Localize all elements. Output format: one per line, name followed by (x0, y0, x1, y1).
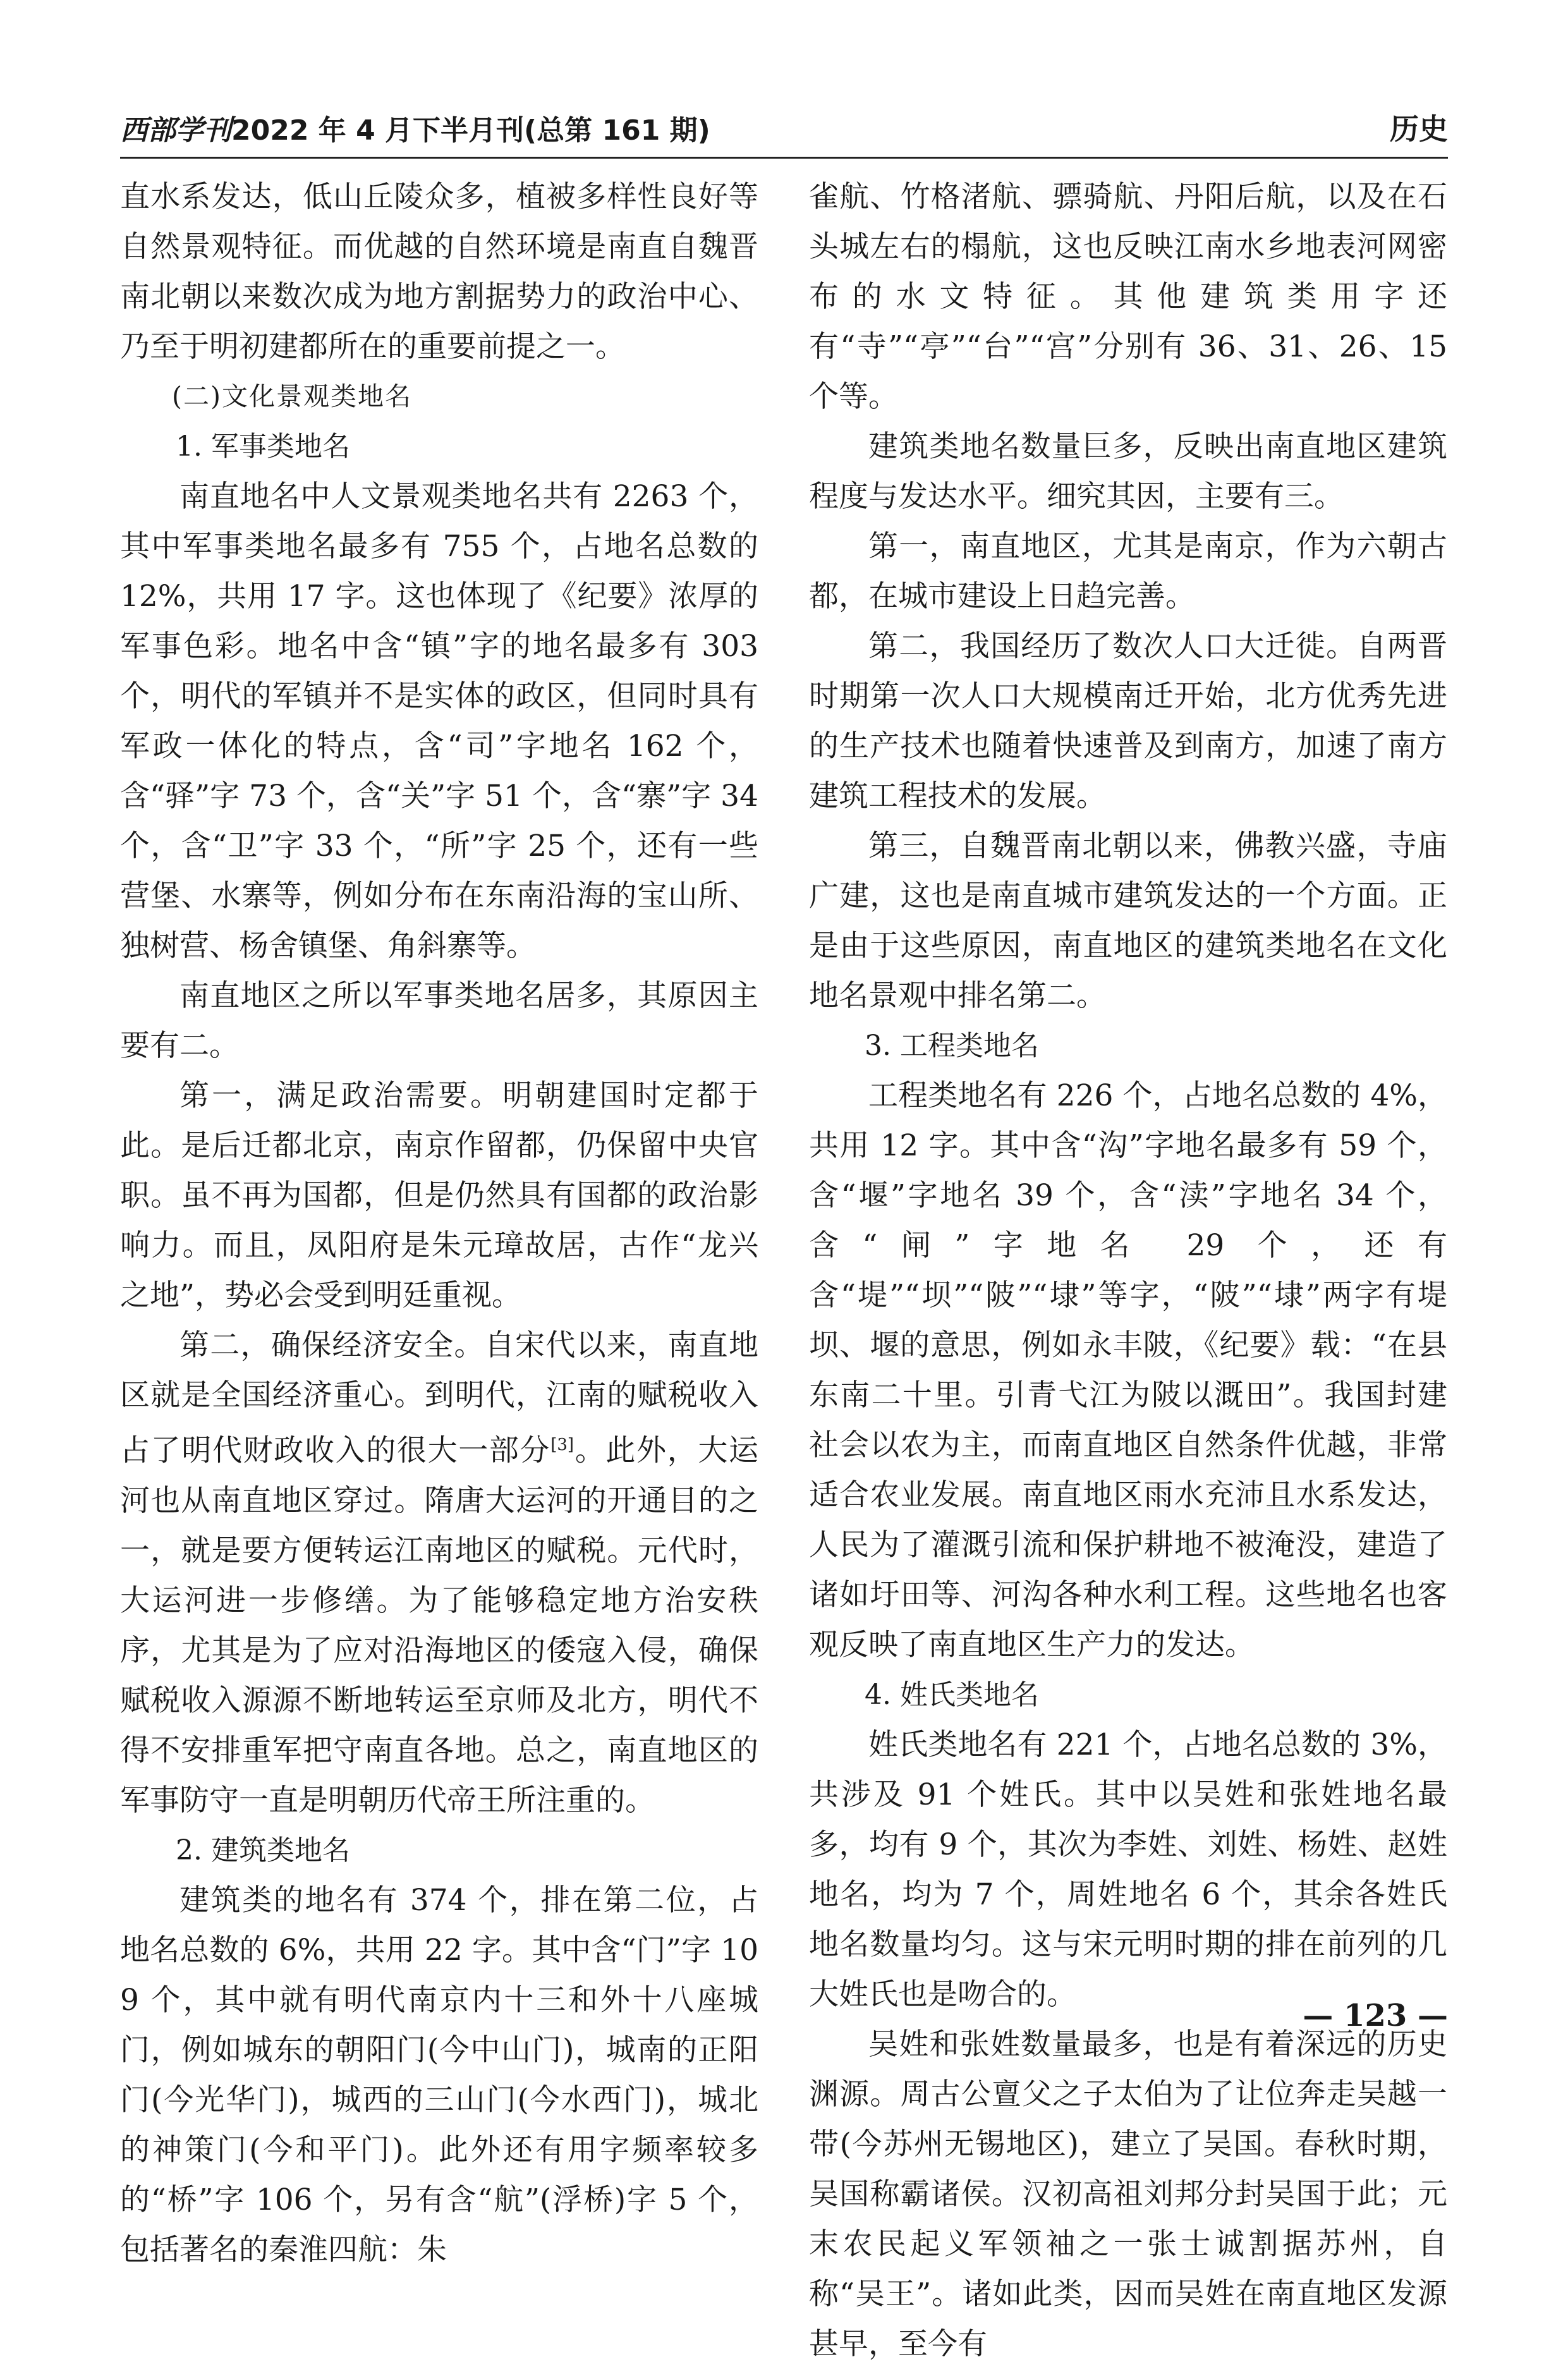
paragraph (120, 1071, 758, 1320)
paragraph-text: 第二，确保经济安全。自宋代以来，南直地区就是全国经济重心。到明代，江南的赋税收入占了明代财政收入的很大一部分 (120, 1328, 758, 1468)
page-number: — 123 — (1303, 1998, 1448, 2033)
paragraph (809, 1071, 1447, 1670)
section-title: 历史 (1390, 112, 1448, 146)
running-header (120, 109, 1448, 153)
paragraph-text: 南直地区之所以军事类地名居多，其原因主要有二。 (120, 978, 758, 1063)
section-heading-text: 4. 姓氏类地名 (865, 1679, 1039, 1711)
continued-paragraph-text: 雀航、竹格渚航、骠骑航、丹阳后航，以及在石头城左右的榻航，这也反映江南水乡地表河网密布的水文特征。其他建筑类用字还有“寺”“亭”“台”“宫”分别有 36、31、26、15 个等。 (809, 180, 1447, 414)
section-heading (120, 1825, 758, 1875)
paragraph-text: 工程类地名有 226 个，占地名总数的 4%，共用 12 字。其中含“沟”字地名最多有 59 个，含“堰”字地名 39 个，含“渎”字地名 34 个，含“闸”字地名 29 个，还有含“堤”“坝”“陂”“埭”等字，“陂”“埭”两字有堤坝、堰的意思，例如永丰陂，《纪要》载：“在县东南二十里。引青弋江为陂以溉田”。我国封建社会以农为主，而南直地区自然条件优越，非常适合农业发展。南直地区雨水充沛且水系发达，人民为了灌溉引流和保护耕地不被淹没，建造了诸如圩田等、河沟各种水利工程。这些地名也客观反映了南直地区生产力的发达。 (809, 1078, 1447, 1662)
paragraph (809, 2019, 1447, 2369)
paragraph-text-tail: 。此外，大运河也从南直地区穿过。隋唐大运河的开通目的之一，就是要方便转运江南地区的赋税。元代时，大运河进一步修缮。为了能够稳定地方治安秩序，尤其是为了应对沿海地区的倭寇入侵，确保赋税收入源源不断地转运至京师及北方，明代不得不安排重军把守南直各地。总之，南直地区的军事防守一直是明朝历代帝王所注重的。 (120, 1433, 759, 1818)
section-heading-text: 3. 工程类地名 (865, 1030, 1039, 1062)
paragraph-text: 第一，南直地区，尤其是南京，作为六朝古都，在城市建设上日趋完善。 (809, 529, 1447, 614)
section-heading-text: 1. 军事类地名 (176, 430, 350, 463)
paragraph (809, 821, 1447, 1021)
issue-info: 2022 年 4 月下半月刊(总第 161 期) (231, 114, 710, 147)
continued-paragraph (120, 172, 758, 372)
right-column (809, 172, 1447, 2369)
section-heading (809, 1670, 1447, 1720)
paragraph (120, 1320, 758, 1825)
left-column (120, 172, 758, 2275)
subsection-heading-text: (二)文化景观类地名 (172, 381, 412, 411)
paragraph (120, 971, 758, 1071)
section-heading (809, 1021, 1447, 1071)
paragraph-text: 建筑类地名数量巨多，反映出南直地区建筑程度与发达水平。细究其因，主要有三。 (809, 429, 1447, 514)
section-heading (120, 422, 758, 472)
paragraph-text: 建筑类的地名有 374 个，排在第二位，占地名总数的 6%，共用 22 字。其中含“门”字 109 个，其中就有明代南京内十三和外十八座城门，例如城东的朝阳门(今中山门)，城南的正阳门(今光华门)，城西的三山门(今水西门)，城北的神策门(今和平门)。此外还有用字频率较多的“桥”字 106 个，另有含“航”(浮桥)字 5 个，包括著名的秦淮四航：朱 (120, 1882, 758, 2267)
citation-ref: [3] (550, 1435, 574, 1454)
paragraph-text: 第二，我国经历了数次人口大迁徙。自两晋时期第一次人口大规模南迁开始，北方优秀先进的生产技术也随着快速普及到南方，加速了南方建筑工程技术的发展。 (809, 629, 1447, 813)
paragraph (809, 521, 1447, 621)
paragraph-text: 姓氏类地名有 221 个，占地名总数的 3%，共涉及 91 个姓氏。其中以吴姓和张姓地名最多，均有 9 个，其次为李姓、刘姓、杨姓、赵姓地名，均为 7 个，周姓地名 6 个，其余各姓氏地名数量均匀。这与宋元明时期的排在前列的几大姓氏也是吻合的。 (809, 1727, 1447, 2012)
paragraph (809, 621, 1447, 821)
paragraph (120, 1875, 758, 2275)
section-heading-text: 2. 建筑类地名 (176, 1834, 350, 1867)
journal-logo: 西部学刊 (120, 114, 231, 147)
continued-paragraph-text: 直水系发达，低山丘陵众多，植被多样性良好等自然景观特征。而优越的自然环境是南直自魏晋南北朝以来数次成为地方割据势力的政治中心、乃至于明初建都所在的重要前提之一。 (120, 180, 758, 364)
paragraph (809, 422, 1447, 521)
journal-info (120, 107, 710, 148)
subsection-heading (120, 372, 758, 422)
header-rule (120, 157, 1448, 159)
continued-paragraph (809, 172, 1447, 422)
paragraph-text: 吴姓和张姓数量最多，也是有着深远的历史渊源。周古公亶父之子太伯为了让位奔走吴越一带(今苏州无锡地区)，建立了吴国。春秋时期，吴国称霸诸侯。汉初高祖刘邦分封吴国于此；元末农民起义军领袖之一张士诚割据苏州，自称“吴王”。诸如此类，因而吴姓在南直地区发源甚早，至今有 (809, 2027, 1447, 2361)
paragraph (809, 1720, 1447, 2019)
paragraph (120, 472, 758, 971)
paragraph-text: 第一，满足政治需要。明朝建国时定都于此。是后迁都北京，南京作留都，仍保留中央官职。虽不再为国都，但是仍然具有国都的政治影响力。而且，凤阳府是朱元璋故居，古作“龙兴之地”，势必会受到明廷重视。 (120, 1078, 758, 1313)
paragraph-text: 第三，自魏晋南北朝以来，佛教兴盛，寺庙广建，这也是南直城市建筑发达的一个方面。正是由于这些原因，南直地区的建筑类地名在文化地名景观中排名第二。 (809, 829, 1447, 1013)
paragraph-text: 南直地名中人文景观类地名共有 2263 个，其中军事类地名最多有 755 个，占地名总数的 12%，共用 17 字。这也体现了《纪要》浓厚的军事色彩。地名中含“镇”字的地名最多有 303 个，明代的军镇并不是实体的政区，但同时具有军政一体化的特点，含“司”字地名 162 个，含“驿”字 73 个，含“关”字 51 个，含“寨”字 34 个，含“卫”字 33 个，“所”字 25 个，还有一些营堡、水寨等，例如分布在东南沿海的宝山所、独树营、杨舍镇堡、角斜寨等。 (120, 479, 758, 963)
